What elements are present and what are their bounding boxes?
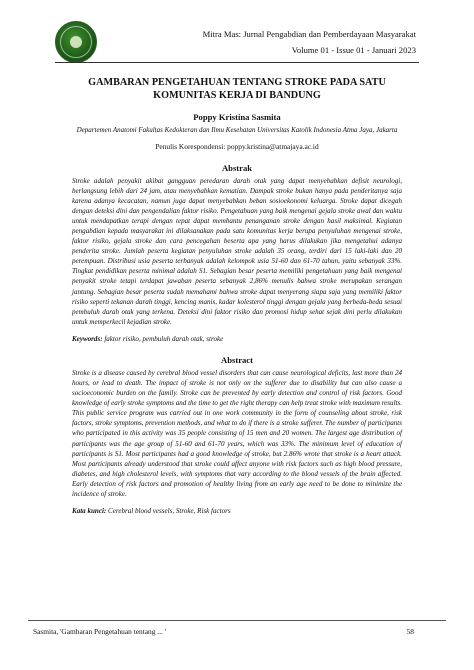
kata-kunci-label: Kata kunci: — [72, 507, 107, 516]
journal-header — [203, 26, 416, 58]
keywords-line — [72, 335, 402, 343]
running-head: Sasmita, 'Gambaran Pengetahuan tentang ... ' — [33, 627, 166, 636]
journal-name: Mitra Mas: Jurnal Pengabdian dan Pemberdayaan Masyarakat — [202, 29, 416, 39]
title-line-1: GAMBARAN PENGETAHUAN TENTANG STROKE PADA SATU — [88, 77, 386, 88]
correspondence-email: Penulis Korespondensi: poppy.kristina@atmajaya.ac.id — [155, 141, 319, 151]
abstract-text: Stroke is a disease caused by cerebral blood vessel disorders that can cause neurological deficits, last more than 24 hours, or lead to death. The impact of stroke is not only on the sufferer due to disability but can also cause a socioeconomic burden on the family. Stroke can be prevented by early detection and control of risk factors. Good knowledge of early stroke symptoms and the time to get the right therapy can help treat stroke with maximum results. This public service program was carried out in one work community in the form of counseling about stroke, risk factors, stroke symptoms, prevention methods, and what to do if there is a stroke sufferer. The number of participants who participated in this activity was 35 people consisting of 15 men and 20 women. The largest age distribution of participants was the age group of 51-60 and 61-70 years, which was 33%. The minimum level of education of participants is S1. Most participants had a good knowledge of stroke, but 2.86% wrote that stroke is a heart attack. Most participants already understood that stroke could affect anyone with risk factors such as high blood pressure, diabetes, and high cholesterol levels, with symptoms that vary according to the blood vessels of the brain affected. Early detection of risk factors and promotion of healthy living from an early age need to be done to minimize the incidence of stroke. — [72, 368, 402, 499]
kata-kunci-value: Cerebral blood vessels, Stroke, Risk factors — [108, 507, 231, 516]
footer-divider — [28, 620, 446, 621]
abstrak-text: Stroke adalah penyakit akibat gangguan peredaran darah otak yang dapat menyebabkan defisit neurologi, berlangsung lebih dari 24 jam, atau menyebabkan kematian. Dampak stroke bukan hanya pada penderitanya saja karena adanya kecacatan, namun juga dapat menyebabkan beban sosioekonomi keluarga. Stroke dapat dicegah dengan deteksi dini dan pengendalian faktor risiko. Pengetahuan yang baik mengenai gejala stroke awal dan waktu untuk mendapatkan terapi dengan tepat dapat membantu penanganan stroke dengan hasil maksimal. Kegiatan pengabdian kepada masyarakat ini dilaksanakan pada satu komunitas kerja berupa penyuluhan mengenai stroke, faktor risiko, gejala stroke dan cara pencegahan beserta apa yang harus dilakukan jika mengetahui adanya penderita stroke. Jumlah peserta kegiatan penyuluhan stroke adalah 35 orang, terdiri dari 15 laki-laki dan 20 perempuan. Distribusi usia peserta terbanyak adalah kelompok usia 51-60 dan 61-70 tahun, yaitu sebanyak 33%. Tingkat pendidikan peserta minimal adalah S1. Sebagian besar peserta memiliki pengetahuan yang baik mengenai penyakit stroke tetapi terdapat jawaban peserta sebanyak 2,86% menulis bahwa stroke merupakan serangan jantung. Sebagian besar peserta sudah memahami bahwa stroke dapat menyerang siapa saja yang memiliki faktor risiko seperti tekanan darah tinggi, kencing manis, kadar kolesterol tinggi dengan gejala yang berbeda-beda sesuai pembuluh darah otak yang terkena. Deteksi dini faktor risiko dan promosi hidup sehat sejak dini perlu dilakukan untuk memperkecil kejadian stroke. — [72, 176, 402, 326]
abstrak-heading: Abstrak — [221, 162, 253, 173]
kata-kunci-line — [72, 507, 402, 515]
keywords-value: faktor risiko, pembuluh darah otak, stroke — [104, 334, 224, 343]
header-divider — [55, 62, 419, 63]
journal-logo-icon — [55, 21, 97, 63]
article-title — [72, 76, 402, 102]
journal-issue: Volume 01 - Issue 01 - Januari 2023 — [291, 45, 416, 55]
keywords-label: Keywords: — [72, 334, 103, 343]
logo-core — [70, 36, 82, 48]
article-body — [72, 76, 402, 515]
author-name: Poppy Kristina Sasmita — [193, 112, 281, 122]
page-number: 58 — [406, 627, 414, 636]
author-affiliation: Departemen Anatomi Fakultas Kedokteran dan Ilmu Kesehatan Universitas Katolik Indonesia Atma Jaya, Jakarta — [76, 126, 398, 134]
title-line-2: KOMUNITAS KERJA DI BANDUNG — [153, 90, 321, 101]
abstract-heading: Abstract — [221, 354, 253, 365]
logo-ring — [60, 26, 92, 58]
